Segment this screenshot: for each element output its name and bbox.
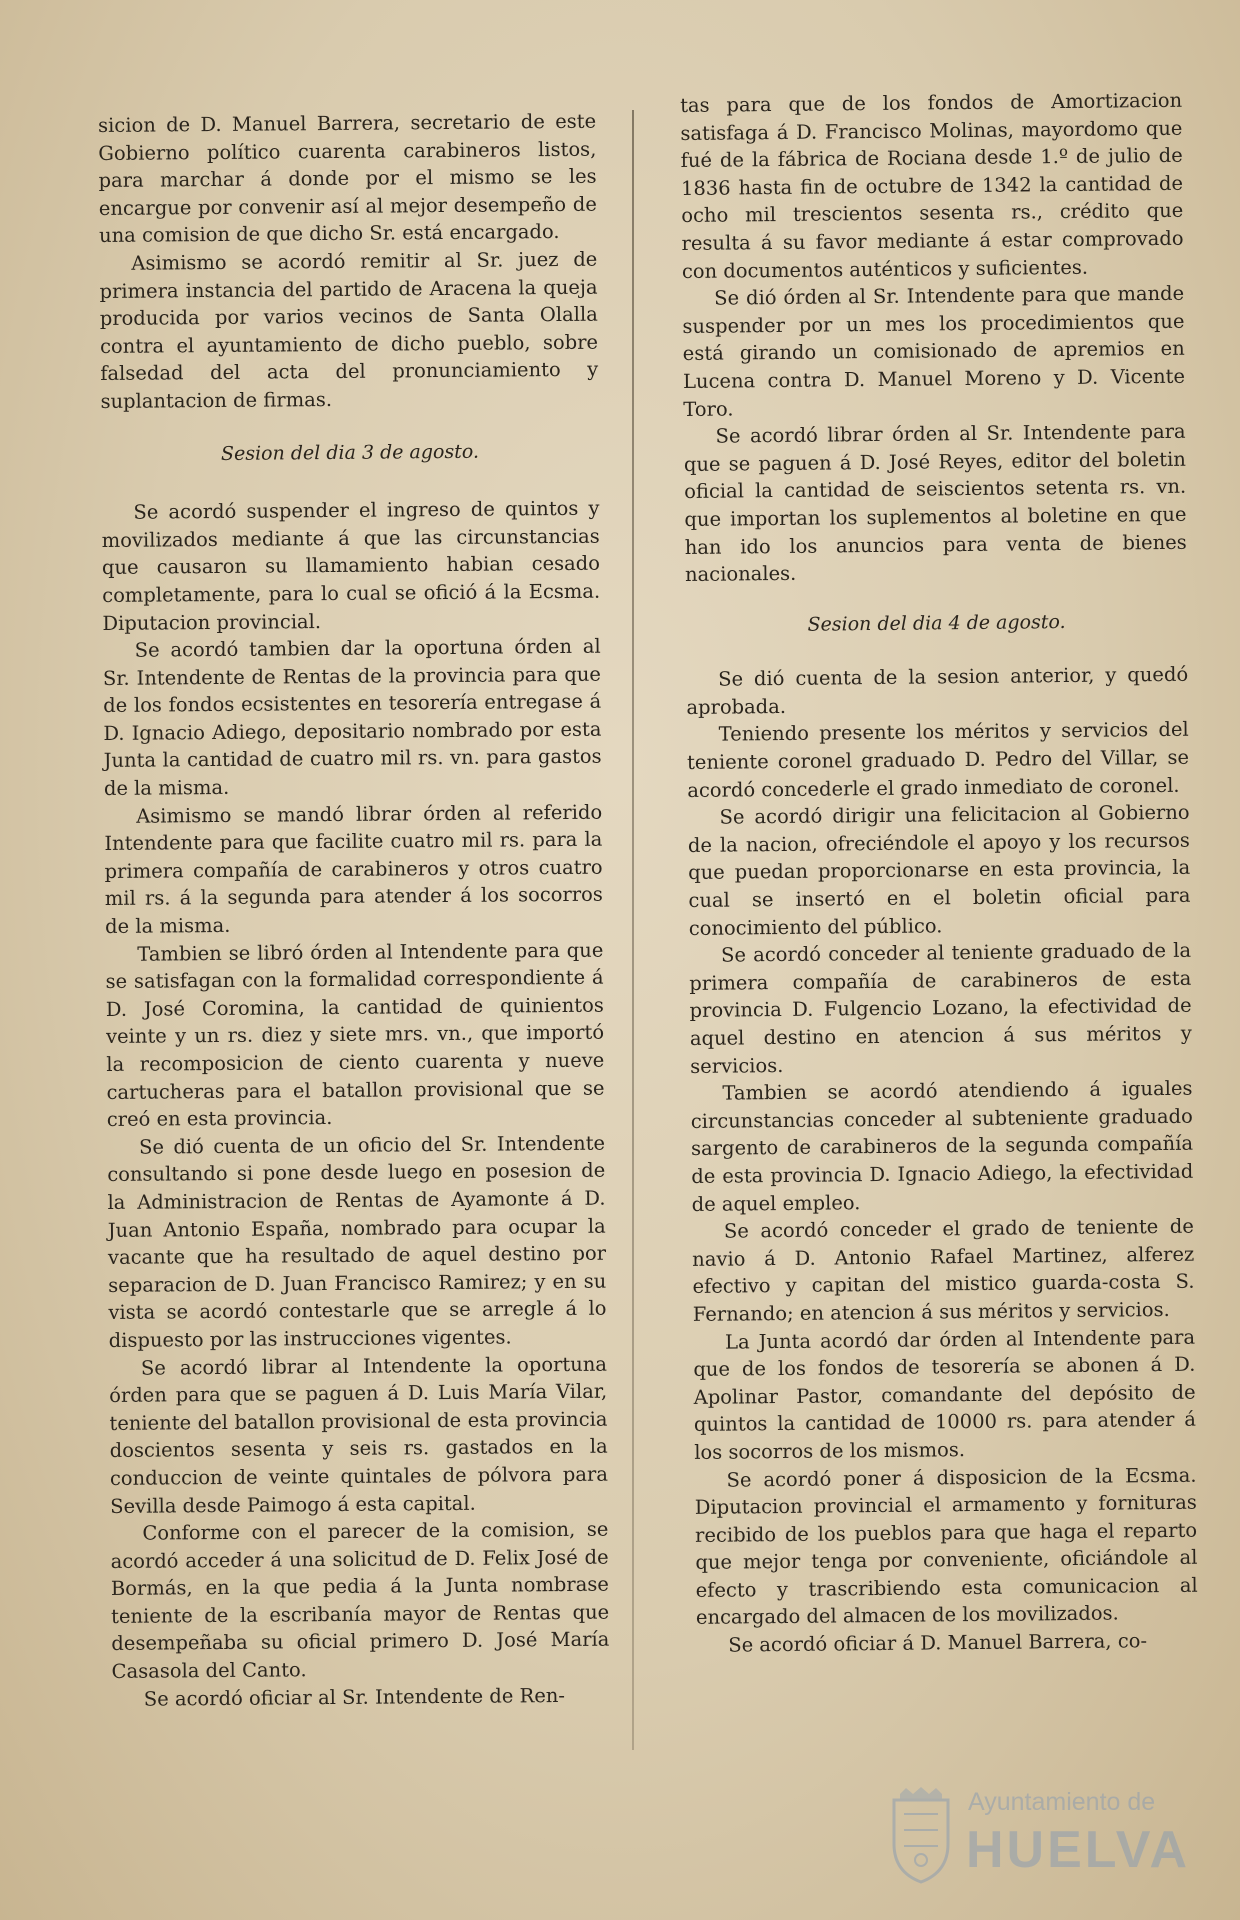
paragraph: Se acordó conceder al teniente graduado de la primera compañía de carabineros de esta provincia D. Fulgencio Lozano, la efectividad de aquel destino en atencion á sus méritos y servicios. xyxy=(689,938,1193,1078)
paragraph: Se acordó dirigir una felicitacion al Gobierno de la nacion, ofreciéndole el apoyo y los recursos que puedan proporcionarse en esta provincia, la cual se insertó en el boletin oficial para conocimiento del público. xyxy=(687,800,1191,940)
paragraph: Se acordó poner á disposicion de la Ecsma. Diputacion provincial el armamento y fornituras recibido de los pueblos para que haga el reparto que mejor tenga por conveniente, oficiándole al efecto y trascribiendo esta comunicacion al encargado del almacen de los movilizados. xyxy=(694,1463,1198,1630)
paragraph: Tambien se acordó atendiendo á iguales circunstancias conceder al subteniente graduado sargento de carabineros de la segunda compañía de esta provincia D. Ignacio Adiego, la efectividad de aquel empleo. xyxy=(690,1076,1194,1216)
paragraph: Se acordó librar al Intendente la oportuna órden para que se paguen á D. Luis María Vilar, teniente del batallon provisional de esta provincia doscientos sesenta y seis rs. gastados en la conduccion de veinte quintales de pólvora para Sevilla desde Paimogo á esta capital. xyxy=(109,1352,609,1518)
paragraph: Asimismo se acordó remitir al Sr. juez de primera instancia del partido de Aracena la queja producida por varios vecinos de Santa Olalla contra el ayuntamiento de dicho pueblo, sobre falsedad del acta del pronunciamiento y suplantacion de firmas. xyxy=(99,247,599,413)
paragraph: Conforme con el parecer de la comision, se acordó acceder á una solicitud de D. Felix José de Bormás, en la que pedia á la Junta nombrase teniente de la escribanía mayor de Rentas que desempeñaba su oficial primero D. José María Casasola del Canto. xyxy=(110,1517,610,1684)
ayuntamiento-watermark xyxy=(886,1780,1191,1900)
session-heading: Sesion del dia 3 de agosto. xyxy=(220,440,480,465)
watermark-line-1: Ayuntamiento de xyxy=(968,1788,1156,1816)
paragraph: Se acordó oficiar á D. Manuel Barrera, co- xyxy=(728,1629,1148,1657)
right-column xyxy=(680,87,1198,1660)
paragraph: Asimismo se mandó librar órden al referido Intendente para que facilite cuatro mil rs. para la primera compañía de carabineros y otros cuatro mil rs. á la segunda para atender á los socorros de la misma. xyxy=(104,800,603,938)
paragraph: Se acordó librar órden al Sr. Intendente para que se paguen á D. José Reyes, editor del boletin oficial la cantidad de seiscientos setenta rs. vn. que importan los suplementos al boletine en que han ido los anuncios para venta de bienes nacionales. xyxy=(683,419,1187,587)
paragraph: Se acordó conceder el grado de teniente de navio á D. Antonio Rafael Martinez, alferez efectivo y capitan del mistico guarda-costa S. Fernando; en atencion á sus méritos y servicios. xyxy=(692,1214,1195,1326)
paragraph: tas para que de los fondos de Amortizacion satisfaga á D. Francisco Molinas, mayordomo que fué de la fábrica de Rociana desde 1.º de julio de 1836 hasta fin de octubre de 1342 la cantidad de ocho mil trescientos sesenta rs., crédito que resulta á su favor mediante á estar comprovado con documentos auténticos y suficientes. xyxy=(680,88,1184,283)
paragraph: Se dió órden al Sr. Intendente para que mande suspender por un mes los procedimientos que está girando un comisionado de apremios en Lucena contra D. Manuel Moreno y D. Vicente Toro. xyxy=(682,281,1186,421)
coat-of-arms-icon xyxy=(886,1786,956,1886)
paragraph: Se dió cuenta de un oficio del Sr. Intendente consultando si pone desde luego en posesion de la Administracion de Rentas de Ayamonte á D. Juan Antonio España, nombrado para ocupar la vacante que ha resultado de aquel destino por separacion de D. Juan Francisco Ramirez; y en su vista se acordó contestarle que se arregle á lo dispuesto por las instrucciones vigentes. xyxy=(107,1131,607,1352)
paragraph: Tambien se libró órden al Intendente para que se satisfagan con la formalidad correspondiente á D. José Coromina, la cantidad de quinientos veinte y un rs. diez y siete mrs. vn., que importó la recomposicion de ciento cuarenta y nueve cartucheras para el batallon provisional que se creó en esta provincia. xyxy=(105,938,605,1132)
paragraph: Se dió cuenta de la sesion anterior, y quedó aprobada. xyxy=(686,662,1189,719)
paragraph: Se acordó suspender el ingreso de quintos y movilizados mediante á que las circunstancias que causaron su llamamiento habian cesado completamente, para lo cual se ofició á la Ecsma. Diputacion provincial. xyxy=(101,496,601,635)
paragraph: Teniendo presente los méritos y servicios del teniente coronel graduado D. Pedro del Villar, se acordó concederle el grado inmediato de coronel. xyxy=(686,718,1190,802)
paragraph: Se acordó tambien dar la oportuna órden al Sr. Intendente de Rentas de la provincia para que de los fondos ecsistentes en tesorería entregase á D. Ignacio Adiego, depositario nombrado por esta Junta la cantidad de cuatro mil rs. vn. para gastos de la misma. xyxy=(102,634,602,801)
column-divider xyxy=(632,110,634,1750)
watermark-line-2: HUELVA xyxy=(966,1821,1191,1879)
left-column xyxy=(98,108,610,1714)
paragraph: Se acordó oficiar al Sr. Intendente de Ren- xyxy=(143,1683,566,1711)
paragraph: La Junta acordó dar órden al Intendente para que de los fondos de tesorería se abonen á D. Apolinar Pastor, comandante del depósito de quintos la cantidad de 10000 rs. para atender á los socorros de los mismos. xyxy=(693,1325,1197,1464)
paragraph: sicion de D. Manuel Barrera, secretario de este Gobierno político cuarenta carabineros listos, para marchar á donde por el mismo se les encargue por convenir así al mejor desempeño de una comision de que dicho Sr. está encargado. xyxy=(98,109,597,248)
session-heading: Sesion del dia 4 de agosto. xyxy=(807,610,1066,636)
